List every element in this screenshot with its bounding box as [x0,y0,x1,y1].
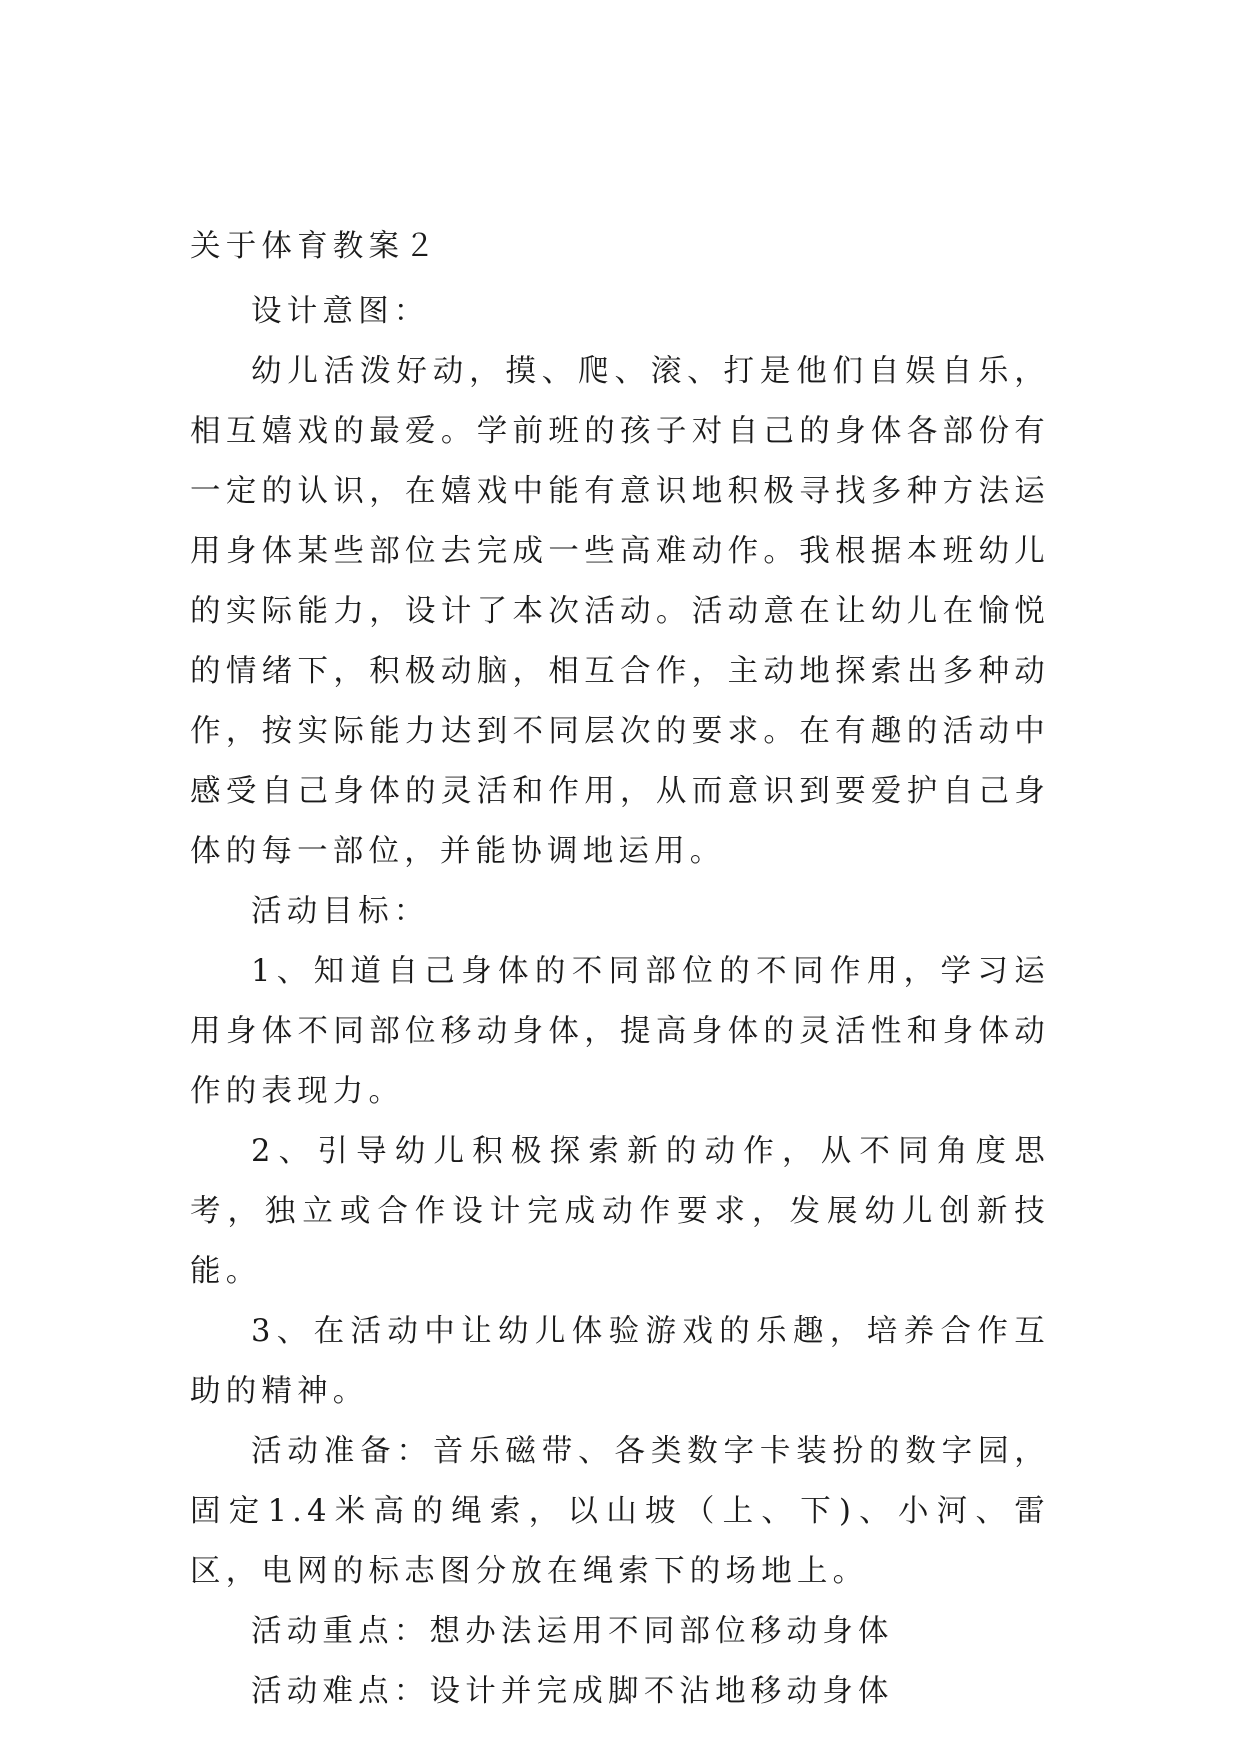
paragraph-design-intent: 幼儿活泼好动，摸、爬、滚、打是他们自娱自乐，相互嬉戏的最爱。学前班的孩子对自己的身体各部份有一定的认识，在嬉戏中能有意识地积极寻找多种方法运用身体某些部位去完成一些高难动作。我根据本班幼儿的实际能力，设计了本次活动。活动意在让幼儿在愉悦的情绪下，积极动脑，相互合作，主动地探索出多种动作，按实际能力达到不同层次的要求。在有趣的活动中感受自己身体的灵活和作用，从而意识到要爱护自己身体的每一部位，并能协调地运用。 [190,354,1050,869]
document-title: 关于体育教案２ [190,229,440,264]
paragraph-objective-1: 1、知道自己身体的不同部位的不同作用，学习运用身体不同部位移动身体，提高身体的灵活性和身体动作的表现力。 [190,954,1050,1109]
paragraph-objective-3: 3、在活动中让幼儿体验游戏的乐趣，培养合作互助的精神。 [190,1314,1050,1409]
document-body [190,222,1050,1722]
paragraph-preparation: 活动准备：音乐磁带、各类数字卡装扮的数字园，固定1.4米高的绳索，以山坡（上、下)、小河、雷区，电网的标志图分放在绳索下的场地上。 [190,1434,1050,1589]
paragraph-design-intent-heading: 设计意图： [251,294,430,329]
paragraph-objectives-heading: 活动目标： [251,894,430,929]
paragraph-objective-2: 2、引导幼儿积极探索新的动作，从不同角度思考，独立或合作设计完成动作要求，发展幼儿创新技能。 [190,1134,1050,1289]
paragraph-difficulty: 活动难点：设计并完成脚不沾地移动身体 [251,1674,894,1709]
paragraph-key-point: 活动重点：想办法运用不同部位移动身体 [251,1614,894,1649]
